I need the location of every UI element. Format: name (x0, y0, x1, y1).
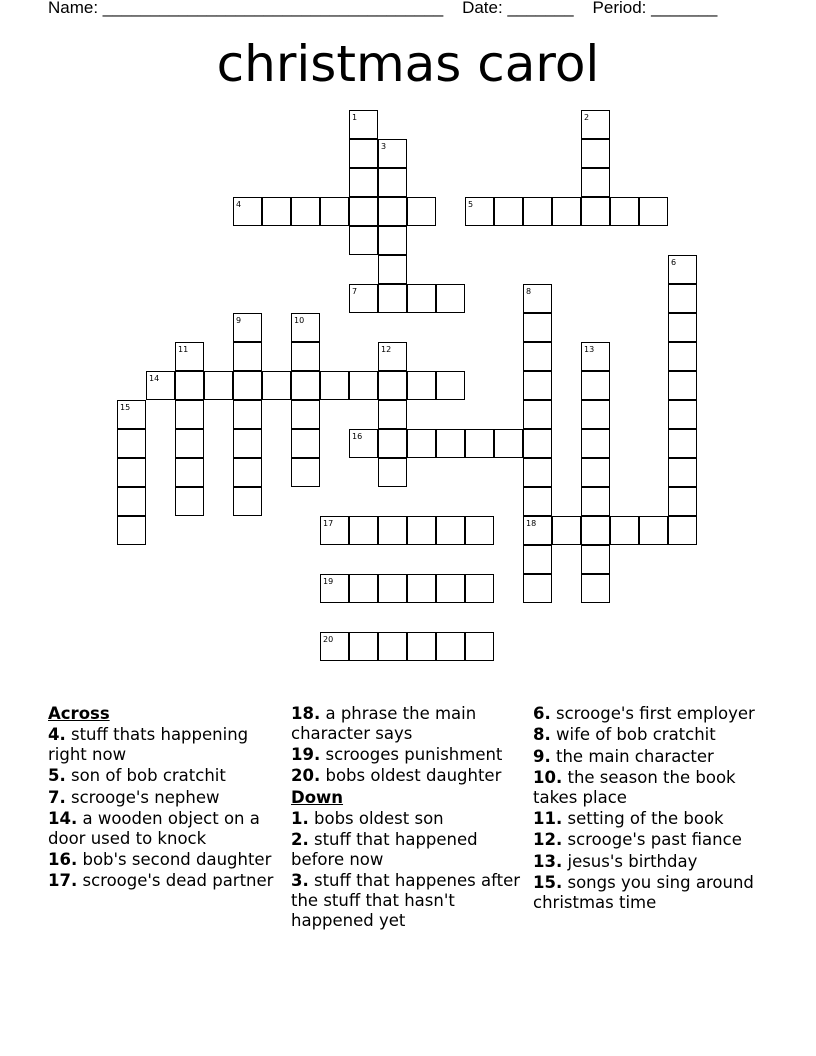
clue-number-label: 1. (291, 808, 309, 828)
grid-cell[interactable] (407, 429, 436, 458)
grid-cell[interactable] (436, 429, 465, 458)
clue-number: 1 (352, 113, 358, 122)
down-clue (533, 830, 773, 850)
grid-cell[interactable] (523, 197, 552, 226)
clue-text: bobs oldest son (308, 808, 444, 828)
grid-cell[interactable] (291, 400, 320, 429)
down-clue (533, 747, 773, 767)
grid-cell[interactable] (117, 400, 146, 429)
grid-cell[interactable] (262, 371, 291, 400)
across-clue (291, 704, 526, 744)
grid-cell[interactable] (494, 429, 523, 458)
grid-cell[interactable] (668, 342, 697, 371)
grid-cell[interactable] (233, 371, 262, 400)
grid-cell[interactable] (668, 487, 697, 516)
grid-cell[interactable] (378, 429, 407, 458)
clue-text: the main character (550, 746, 714, 766)
clue-number-label: 17. (48, 871, 78, 891)
grid-cell[interactable] (465, 632, 494, 661)
grid-cell[interactable] (581, 487, 610, 516)
grid-cell[interactable] (581, 371, 610, 400)
grid-cell[interactable] (407, 516, 436, 545)
grid-cell[interactable] (436, 574, 465, 603)
grid-cell[interactable] (639, 516, 668, 545)
clue-number-label: 11. (533, 808, 563, 828)
clue-text: scrooge's first employer (550, 704, 755, 723)
clue-text: a wooden object on a door used to knock (48, 808, 260, 848)
grid-cell[interactable] (233, 458, 262, 487)
grid-cell[interactable] (378, 342, 407, 371)
grid-cell[interactable] (175, 487, 204, 516)
grid-cell[interactable] (378, 516, 407, 545)
grid-cell[interactable] (668, 284, 697, 313)
grid-cell[interactable] (175, 400, 204, 429)
down-clue (533, 768, 773, 808)
grid-cell[interactable] (523, 574, 552, 603)
across-clue (48, 788, 283, 808)
grid-cell[interactable] (291, 197, 320, 226)
grid-cell[interactable] (552, 197, 581, 226)
grid-cell[interactable] (349, 139, 378, 168)
across-clue (48, 871, 283, 891)
date-field[interactable]: _______ (507, 0, 574, 17)
grid-cell[interactable] (407, 574, 436, 603)
clue-number: 10 (294, 316, 305, 325)
down-clue (533, 704, 773, 724)
clue-number-label: 12. (533, 830, 563, 850)
grid-cell[interactable] (349, 197, 378, 226)
grid-cell[interactable] (233, 487, 262, 516)
clue-text: scrooges punishment (320, 745, 503, 765)
grid-cell[interactable] (668, 400, 697, 429)
clue-number: 9 (236, 316, 242, 325)
clue-column-3 (533, 704, 773, 914)
clue-number: 20 (323, 635, 334, 644)
clue-number-label: 8. (533, 725, 551, 745)
grid-cell[interactable] (523, 284, 552, 313)
name-field[interactable]: ____________________________________ (102, 0, 444, 17)
grid-cell[interactable] (523, 400, 552, 429)
grid-cell[interactable] (349, 168, 378, 197)
page-title: christmas carol (216, 35, 600, 93)
clue-number-label: 14. (48, 808, 78, 828)
clue-number: 13 (584, 345, 595, 354)
grid-cell[interactable] (117, 458, 146, 487)
clue-number-label: 20. (291, 766, 321, 786)
grid-cell[interactable] (581, 197, 610, 226)
grid-cell[interactable] (523, 371, 552, 400)
grid-cell[interactable] (349, 429, 378, 458)
grid-cell[interactable] (668, 255, 697, 284)
clue-number-label: 18. (291, 704, 321, 723)
grid-cell[interactable] (378, 371, 407, 400)
grid-cell[interactable] (233, 342, 262, 371)
grid-cell[interactable] (378, 139, 407, 168)
grid-cell[interactable] (378, 632, 407, 661)
grid-cell[interactable] (262, 197, 291, 226)
down-clue (533, 852, 773, 872)
clue-number: 14 (149, 374, 160, 383)
clue-number: 16 (352, 432, 363, 441)
grid-cell[interactable] (523, 545, 552, 574)
grid-cell[interactable] (349, 516, 378, 545)
across-heading: Across (48, 704, 110, 723)
clue-number: 3 (381, 142, 387, 151)
grid-cell[interactable] (146, 371, 175, 400)
grid-cell[interactable] (436, 284, 465, 313)
grid-cell[interactable] (117, 429, 146, 458)
clue-number-label: 4. (48, 725, 66, 745)
grid-cell[interactable] (291, 371, 320, 400)
down-clue (533, 809, 773, 829)
grid-cell[interactable] (233, 400, 262, 429)
clue-text: jesus's birthday (562, 851, 698, 871)
clue-number-label: 13. (533, 851, 563, 871)
grid-cell[interactable] (436, 632, 465, 661)
clue-number-label: 16. (48, 850, 78, 870)
grid-cell[interactable] (407, 197, 436, 226)
grid-cell[interactable] (581, 516, 610, 545)
grid-cell[interactable] (465, 429, 494, 458)
clue-number: 7 (352, 287, 358, 296)
grid-cell[interactable] (668, 516, 697, 545)
clue-text: stuff that happenes after the stuff that hasn't happened yet (291, 871, 521, 930)
clue-number: 18 (526, 519, 537, 528)
grid-cell[interactable] (291, 342, 320, 371)
grid-cell[interactable] (378, 284, 407, 313)
grid-cell[interactable] (378, 458, 407, 487)
across-clue (48, 809, 283, 849)
grid-cell[interactable] (117, 516, 146, 545)
clue-number-label: 19. (291, 745, 321, 765)
grid-cell[interactable] (581, 400, 610, 429)
across-clue (48, 766, 283, 786)
grid-cell[interactable] (378, 226, 407, 255)
across-clue (48, 850, 283, 870)
clue-number: 19 (323, 577, 334, 586)
grid-cell[interactable] (668, 429, 697, 458)
clue-text: the season the book takes place (533, 767, 736, 807)
grid-cell[interactable] (349, 284, 378, 313)
clue-number-label: 5. (48, 766, 66, 786)
grid-cell[interactable] (407, 371, 436, 400)
grid-cell[interactable] (668, 371, 697, 400)
grid-cell[interactable] (581, 574, 610, 603)
grid-cell[interactable] (523, 429, 552, 458)
clue-text: son of bob cratchit (65, 766, 226, 786)
down-clue (291, 871, 526, 930)
grid-cell[interactable] (349, 574, 378, 603)
grid-cell[interactable] (204, 371, 233, 400)
period-field[interactable]: _______ (651, 0, 718, 17)
grid-cell[interactable] (581, 545, 610, 574)
grid-cell[interactable] (349, 371, 378, 400)
clue-text: scrooge's past fiance (562, 830, 742, 850)
clue-number-label: 15. (533, 872, 563, 892)
grid-cell[interactable] (233, 313, 262, 342)
grid-cell[interactable] (175, 342, 204, 371)
grid-cell[interactable] (465, 197, 494, 226)
grid-cell[interactable] (291, 458, 320, 487)
clue-text: scrooge's nephew (65, 787, 220, 807)
period-label: Period: (592, 0, 652, 17)
across-clue (291, 766, 526, 786)
clue-text: stuff thats happening right now (48, 725, 249, 765)
clue-number-label: 3. (291, 871, 309, 891)
grid-cell[interactable] (378, 255, 407, 284)
grid-cell[interactable] (581, 342, 610, 371)
clue-number: 11 (178, 345, 189, 354)
grid-cell[interactable] (233, 197, 262, 226)
grid-cell[interactable] (175, 429, 204, 458)
clue-text: scrooge's dead partner (77, 871, 274, 891)
grid-cell[interactable] (349, 110, 378, 139)
grid-cell[interactable] (610, 197, 639, 226)
grid-cell[interactable] (668, 458, 697, 487)
down-clue (291, 830, 526, 870)
grid-cell[interactable] (465, 574, 494, 603)
clue-number-label: 6. (533, 704, 551, 723)
grid-cell[interactable] (436, 371, 465, 400)
grid-cell[interactable] (291, 313, 320, 342)
grid-cell[interactable] (378, 168, 407, 197)
grid-cell[interactable] (320, 632, 349, 661)
grid-cell[interactable] (378, 197, 407, 226)
clue-text: setting of the book (562, 808, 724, 828)
down-clue (533, 725, 773, 745)
grid-cell[interactable] (378, 400, 407, 429)
grid-cell[interactable] (581, 110, 610, 139)
clue-text: a phrase the main character says (291, 704, 477, 743)
grid-cell[interactable] (407, 632, 436, 661)
grid-cell[interactable] (175, 458, 204, 487)
clue-number-label: 2. (291, 830, 309, 850)
clue-column-2 (291, 704, 526, 932)
grid-cell[interactable] (581, 458, 610, 487)
grid-cell[interactable] (581, 168, 610, 197)
grid-cell[interactable] (349, 632, 378, 661)
grid-cell[interactable] (523, 516, 552, 545)
clue-number-label: 9. (533, 746, 551, 766)
clue-text: bobs oldest daughter (320, 766, 502, 786)
clue-number: 6 (671, 258, 677, 267)
across-clue (291, 745, 526, 765)
grid-cell[interactable] (523, 487, 552, 516)
clue-number: 12 (381, 345, 392, 354)
grid-cell[interactable] (378, 574, 407, 603)
grid-cell[interactable] (320, 574, 349, 603)
clue-number-label: 10. (533, 767, 563, 787)
clue-column-1 (48, 704, 283, 893)
down-heading: Down (291, 787, 344, 807)
grid-cell[interactable] (639, 197, 668, 226)
grid-cell[interactable] (175, 371, 204, 400)
grid-cell[interactable] (320, 516, 349, 545)
clue-number: 15 (120, 403, 131, 412)
clue-number: 17 (323, 519, 334, 528)
grid-cell[interactable] (581, 139, 610, 168)
down-clue (291, 809, 526, 829)
clue-text: stuff that happened before now (291, 830, 478, 870)
clue-number: 5 (468, 200, 474, 209)
grid-cell[interactable] (610, 516, 639, 545)
grid-cell[interactable] (117, 487, 146, 516)
grid-cell[interactable] (407, 284, 436, 313)
grid-cell[interactable] (291, 429, 320, 458)
clue-text: bob's second daughter (77, 850, 272, 870)
clue-text: songs you sing around christmas time (533, 872, 754, 912)
name-label: Name: (48, 0, 103, 17)
clue-number: 4 (236, 200, 242, 209)
grid-cell[interactable] (523, 342, 552, 371)
grid-cell[interactable] (668, 313, 697, 342)
across-clue (48, 725, 283, 765)
clue-number-label: 7. (48, 787, 66, 807)
clue-text: wife of bob cratchit (550, 725, 716, 745)
clue-number: 8 (526, 287, 532, 296)
down-clue (533, 873, 773, 913)
grid-cell[interactable] (436, 516, 465, 545)
grid-cell[interactable] (320, 197, 349, 226)
grid-cell[interactable] (552, 516, 581, 545)
grid-cell[interactable] (523, 458, 552, 487)
clue-number: 2 (584, 113, 590, 122)
grid-cell[interactable] (581, 429, 610, 458)
grid-cell[interactable] (320, 371, 349, 400)
grid-cell[interactable] (523, 313, 552, 342)
date-label: Date: (462, 0, 508, 17)
grid-cell[interactable] (465, 516, 494, 545)
grid-cell[interactable] (349, 226, 378, 255)
grid-cell[interactable] (233, 429, 262, 458)
grid-cell[interactable] (494, 197, 523, 226)
